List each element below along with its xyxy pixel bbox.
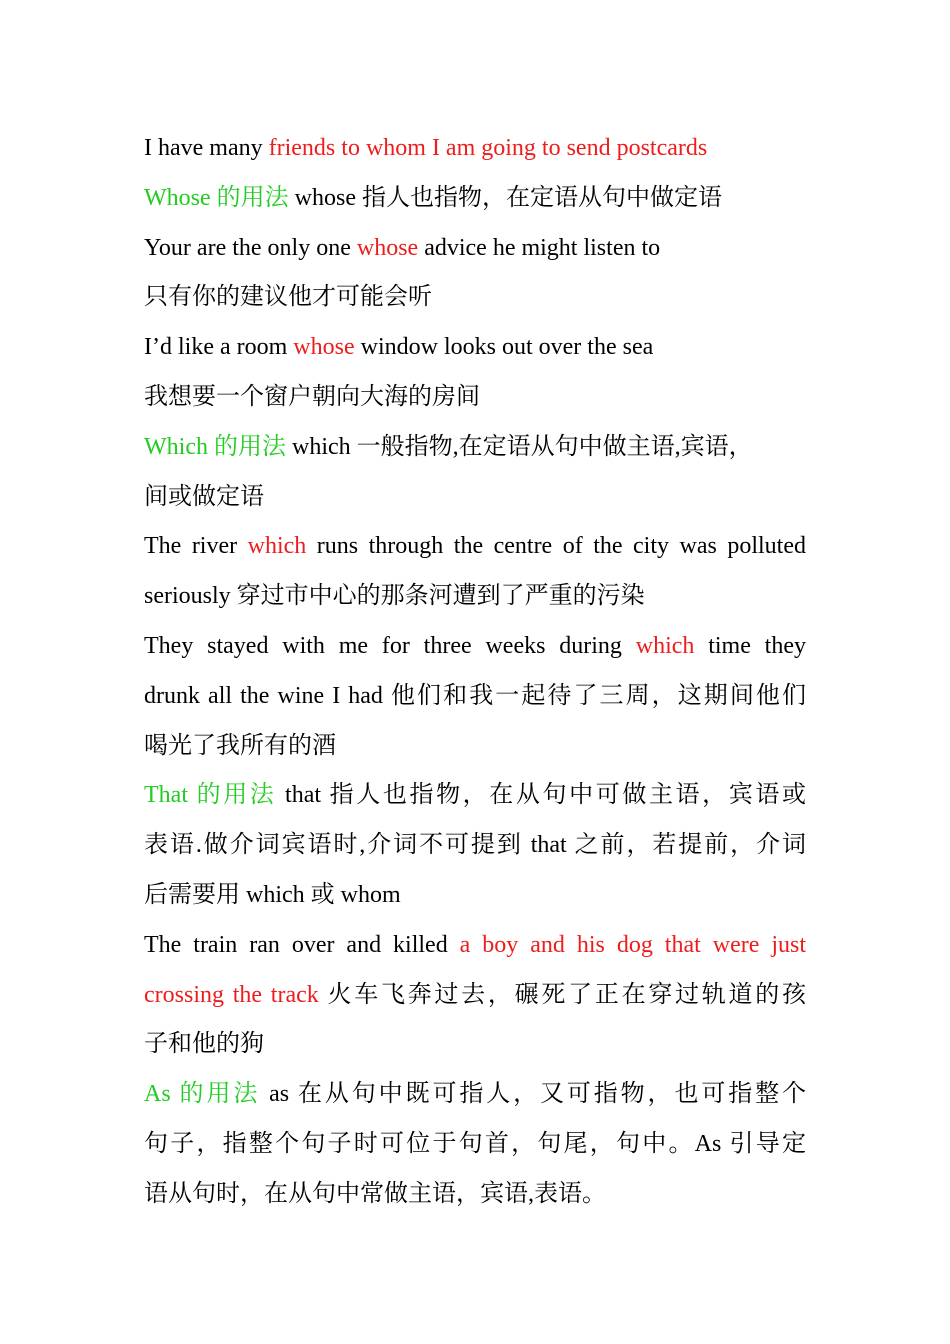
text: 火车飞奔过去，碾死了正在穿过轨道的孩 bbox=[318, 981, 806, 1008]
text: They stayed with me for three weeks during bbox=[144, 632, 636, 659]
section-heading-which bbox=[144, 423, 806, 473]
description-line: 表语.做介词宾语时,介词不可提到 that 之前，若提前，介词 bbox=[144, 832, 806, 859]
text: The train ran over and killed bbox=[144, 931, 460, 958]
description-text: that 指人也指物，在从句中可做主语，宾语或 bbox=[276, 782, 806, 809]
highlight-text: a boy and his dog that were just bbox=[459, 931, 807, 958]
example-line bbox=[144, 224, 806, 274]
heading-label: That 的用法 bbox=[144, 782, 277, 809]
heading-label: Which 的用法 bbox=[144, 433, 286, 460]
section-heading-as bbox=[144, 1070, 806, 1120]
text: Your are the only one bbox=[144, 234, 357, 261]
translation-line: 喝光了我所有的酒 bbox=[144, 732, 336, 759]
description-line: 后需要用 which 或 whom bbox=[144, 881, 401, 908]
example-line bbox=[144, 323, 806, 373]
example-line bbox=[144, 921, 806, 971]
translation-line: 我想要一个窗户朝向大海的房间 bbox=[144, 383, 480, 410]
example-line bbox=[144, 971, 806, 1021]
highlight-text: which bbox=[635, 632, 695, 659]
heading-label: As 的用法 bbox=[144, 1081, 261, 1108]
heading-label: Whose 的用法 bbox=[144, 184, 289, 211]
document-body bbox=[144, 124, 806, 1220]
section-heading-whose bbox=[144, 174, 806, 224]
example-line bbox=[144, 622, 806, 672]
text: The river bbox=[144, 533, 248, 560]
description-text: as 在从句中既可指人，又可指物，也可指整个 bbox=[260, 1081, 806, 1108]
highlight-text: friends to whom I am going to send postcards bbox=[268, 135, 708, 161]
text: I have many bbox=[144, 135, 269, 161]
highlight-text: crossing the track bbox=[144, 981, 319, 1008]
text: runs through the centre of the city was polluted bbox=[306, 533, 806, 560]
highlight-text: whose bbox=[293, 334, 355, 361]
highlight-text: whose bbox=[356, 234, 419, 261]
description-text: which 一般指物,在定语从句中做主语,宾语， bbox=[285, 433, 753, 460]
text: I’d like a room bbox=[144, 334, 294, 361]
section-heading-that bbox=[144, 771, 806, 821]
description-text: whose 指人也指物，在定语从句中做定语 bbox=[288, 184, 722, 211]
example-line: drunk all the wine I had 他们和我一起待了三周，这期间他们 bbox=[144, 682, 806, 709]
example-line bbox=[144, 522, 806, 572]
text: advice he might listen to bbox=[418, 234, 661, 261]
text: window looks out over the sea bbox=[354, 334, 654, 361]
translation-line: 子和他的狗 bbox=[144, 1031, 264, 1058]
description-line: 语从句时，在从句中常做主语，宾语,表语。 bbox=[144, 1180, 606, 1207]
translation-line: 只有你的建议他才可能会听 bbox=[144, 284, 432, 311]
example-line bbox=[144, 124, 806, 174]
text: time they bbox=[694, 632, 806, 659]
description-line: 间或做定语 bbox=[144, 483, 264, 510]
description-line: 句子，指整个句子时可位于句首，句尾，句中。As 引导定 bbox=[144, 1130, 806, 1157]
example-line: seriously 穿过市中心的那条河遭到了严重的污染 bbox=[144, 583, 645, 610]
highlight-text: which bbox=[247, 533, 307, 560]
